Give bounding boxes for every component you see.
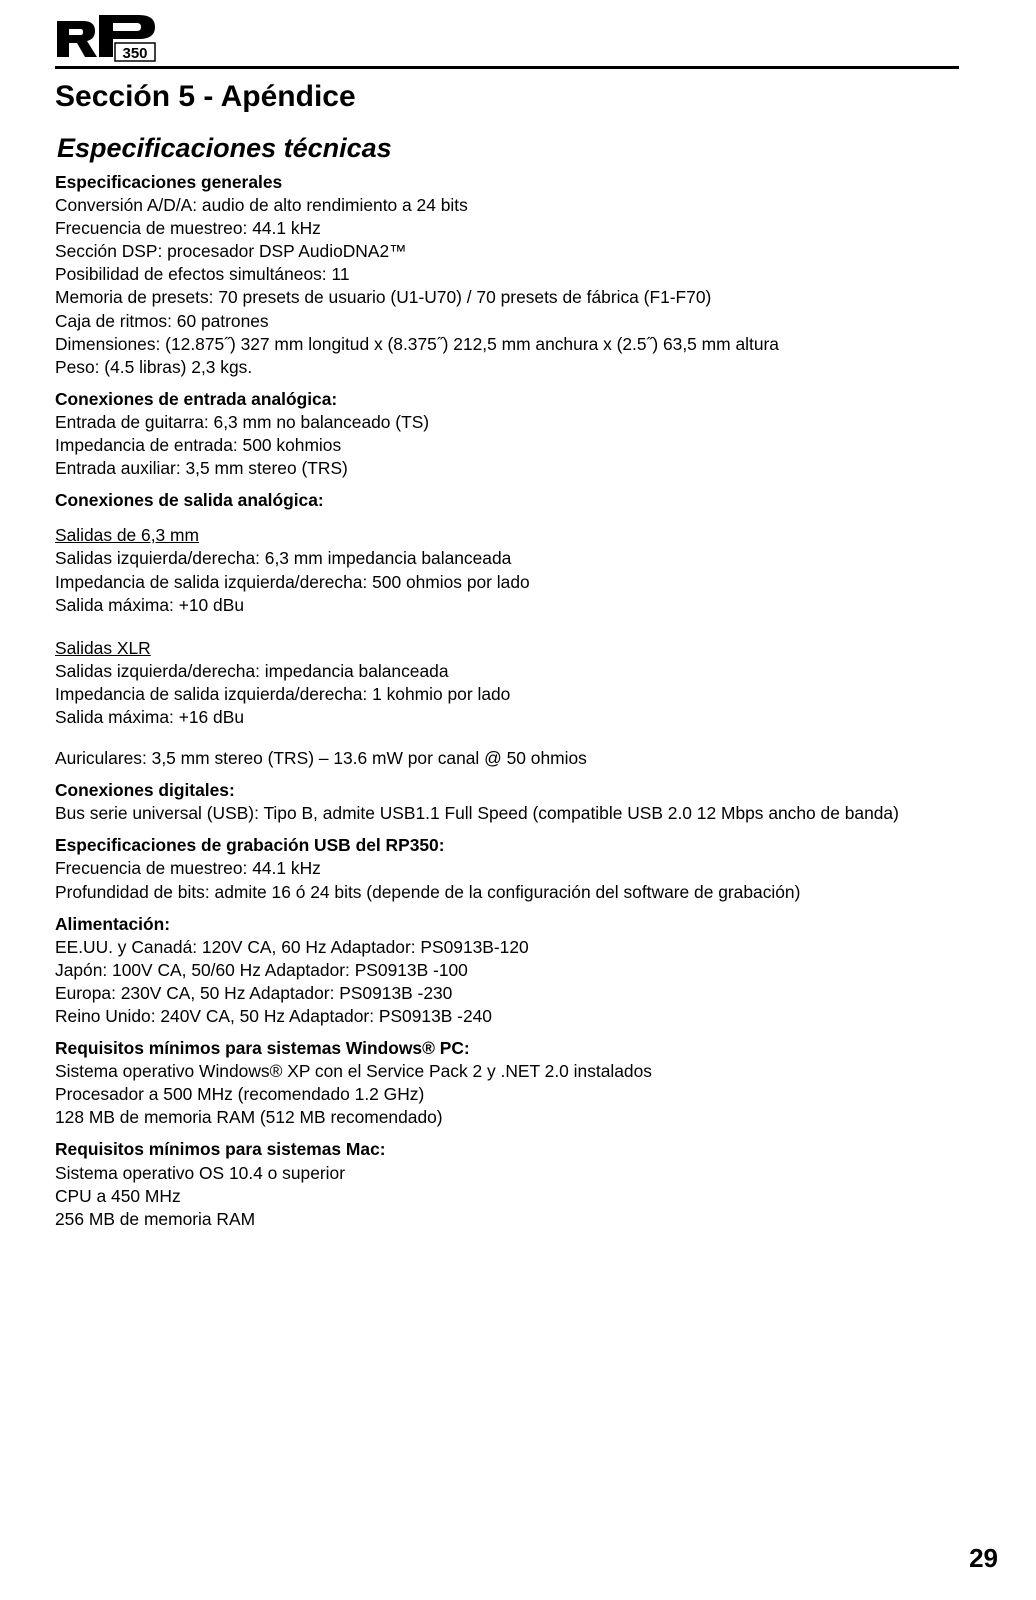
spec-line: Impedancia de entrada: 500 kohmios (55, 435, 342, 456)
general-specs-section (55, 171, 995, 379)
spec-line: Japón: 100V CA, 50/60 Hz Adaptador: PS0913B -100 (55, 959, 468, 980)
spec-line: Salida máxima: +16 dBu (55, 706, 244, 727)
section-heading: Alimentación: (55, 913, 170, 934)
section-title: Sección 5 - Apéndice (55, 80, 356, 113)
outputs-xlr-subheading: Salidas XLR (55, 637, 151, 658)
spec-line: Frecuencia de muestreo: 44.1 kHz (55, 858, 321, 879)
analog-outputs-section (55, 489, 995, 770)
section-heading: Conexiones digitales: (55, 780, 235, 801)
digital-connections-section (55, 779, 995, 825)
analog-inputs-section (55, 388, 995, 480)
page-number: 29 (969, 1543, 998, 1573)
spec-line: Salidas izquierda/derecha: impedancia balanceada (55, 660, 449, 681)
spec-line: Memoria de presets: 70 presets de usuario (U1-U70) / 70 presets de fábrica (F1-F70) (55, 287, 712, 308)
spec-line: Bus serie universal (USB): Tipo B, admite USB1.1 Full Speed (compatible USB 2.0 12 Mbps ancho de banda) (55, 803, 899, 824)
spec-line: Sección DSP: procesador DSP AudioDNA2™ (55, 241, 407, 262)
spec-line: Sistema operativo OS 10.4 o superior (55, 1162, 345, 1183)
spec-line: EE.UU. y Canadá: 120V CA, 60 Hz Adaptador: PS0913B-120 (55, 936, 529, 957)
section-heading: Especificaciones de grabación USB del RP350: (55, 835, 445, 856)
rp350-logo (55, 13, 157, 63)
spec-line: Entrada de guitarra: 6,3 mm no balanceado (TS) (55, 411, 430, 432)
mac-requirements-section (55, 1138, 995, 1230)
spec-content (55, 171, 995, 1240)
spec-line: Conversión A/D/A: audio de alto rendimiento a 24 bits (55, 195, 468, 216)
subsection-title: Especificaciones técnicas (57, 133, 392, 163)
spec-line: Posibilidad de efectos simultáneos: 11 (55, 264, 350, 285)
windows-requirements-section (55, 1037, 995, 1129)
spec-line: Profundidad de bits: admite 16 ó 24 bits (depende de la configuración del software de grabación) (55, 881, 801, 902)
svg-text:350: 350 (122, 45, 148, 62)
spec-line: Reino Unido: 240V CA, 50 Hz Adaptador: PS0913B -240 (55, 1006, 492, 1026)
spec-line: Salidas izquierda/derecha: 6,3 mm impedancia balanceada (55, 548, 512, 569)
section-heading: Requisitos mínimos para sistemas Windows® PC: (55, 1038, 470, 1059)
spec-line: Impedancia de salida izquierda/derecha: 1 kohmio por lado (55, 683, 511, 704)
headphones-spec: Auriculares: 3,5 mm stereo (TRS) – 13.6 mW por canal @ 50 ohmios (55, 748, 587, 769)
power-section (55, 913, 995, 1028)
section-heading: Conexiones de entrada analógica: (55, 388, 338, 409)
spec-line: 256 MB de memoria RAM (55, 1208, 256, 1229)
usb-recording-section (55, 834, 995, 903)
spec-line: Impedancia de salida izquierda/derecha: 500 ohmios por lado (55, 571, 530, 592)
section-heading: Conexiones de salida analógica: (55, 490, 324, 511)
spec-line: Europa: 230V CA, 50 Hz Adaptador: PS0913B -230 (55, 982, 453, 1003)
spec-line: Procesador a 500 MHz (recomendado 1.2 GHz) (55, 1084, 425, 1105)
spec-line: 128 MB de memoria RAM (512 MB recomendado) (55, 1107, 443, 1128)
outputs-63mm-subheading: Salidas de 6,3 mm (55, 525, 200, 546)
section-heading: Requisitos mínimos para sistemas Mac: (55, 1139, 386, 1160)
section-heading: Especificaciones generales (55, 172, 283, 192)
spec-line: CPU a 450 MHz (55, 1185, 181, 1206)
spec-line: Frecuencia de muestreo: 44.1 kHz (55, 218, 321, 239)
spec-line: Peso: (4.5 libras) 2,3 kgs. (55, 356, 253, 377)
spec-line: Dimensiones: (12.875˝) 327 mm longitud x (8.375˝) 212,5 mm anchura x (2.5˝) 63,5 mm altura (55, 333, 779, 354)
spec-line: Sistema operativo Windows® XP con el Service Pack 2 y .NET 2.0 instalados (55, 1061, 652, 1082)
spec-line: Caja de ritmos: 60 patrones (55, 310, 269, 331)
spec-line: Salida máxima: +10 dBu (55, 594, 244, 615)
spec-line: Entrada auxiliar: 3,5 mm stereo (TRS) (55, 458, 348, 479)
header-rule (55, 66, 959, 69)
